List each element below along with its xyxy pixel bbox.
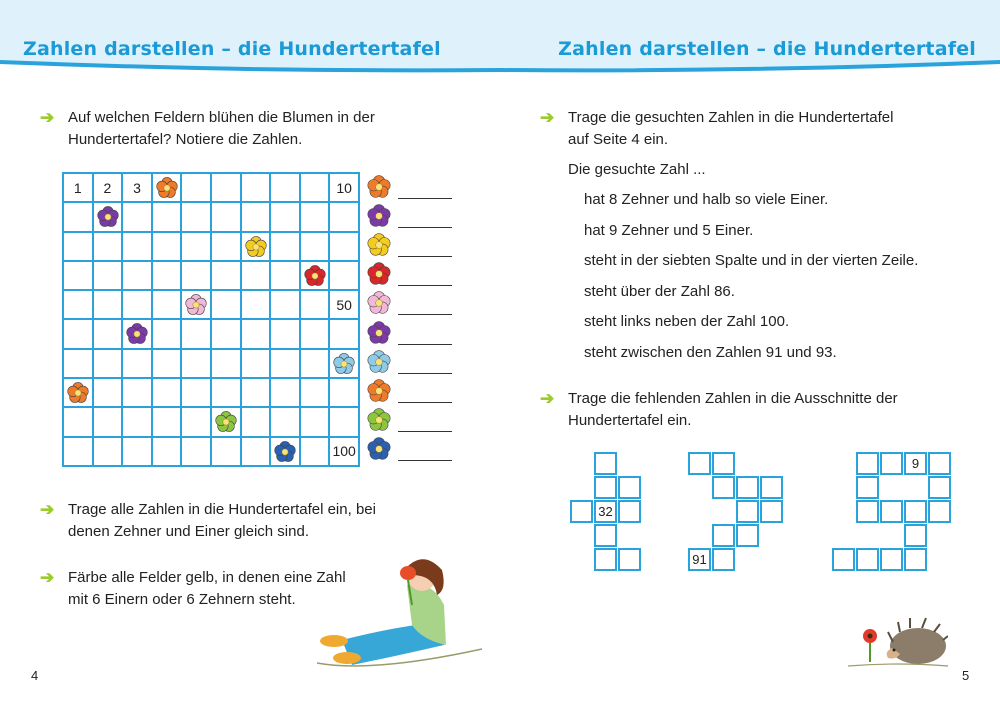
piece-cell[interactable] <box>712 524 735 547</box>
piece-cell[interactable] <box>712 548 735 571</box>
clue-item: steht links neben der Zahl 100. <box>584 313 790 330</box>
answer-line[interactable] <box>398 460 452 461</box>
clue-intro: Die gesuchte Zahl ... <box>568 161 706 178</box>
clue-item: steht über der Zahl 86. <box>584 282 735 300</box>
page-title-left: Zahlen darstellen – die Hundertertafel <box>23 38 441 60</box>
grid-cell <box>122 378 152 407</box>
flower-icon <box>366 320 392 351</box>
answer-line[interactable] <box>398 314 452 315</box>
grid-cell <box>181 173 211 202</box>
piece-cell[interactable] <box>618 500 641 523</box>
grid-cell <box>270 261 300 290</box>
page-header <box>0 0 1000 78</box>
grid-cell <box>63 378 93 407</box>
flower-icon <box>214 410 238 437</box>
piece-cell[interactable] <box>856 476 879 499</box>
flower-icon <box>366 261 392 292</box>
piece-cell[interactable] <box>594 452 617 475</box>
grid-cell <box>241 261 271 290</box>
grid-cell <box>122 407 152 436</box>
grid-cell <box>152 349 182 378</box>
grid-cell <box>211 261 241 290</box>
grid-cell <box>241 437 271 466</box>
grid-cell <box>300 437 330 466</box>
grid-cell <box>300 407 330 436</box>
grid-cell <box>211 378 241 407</box>
answer-line[interactable] <box>398 431 452 432</box>
clue-item: steht in der siebten Spalte und in der vierten Zeile. <box>584 252 919 269</box>
grid-cell <box>122 202 152 231</box>
grid-cell <box>211 407 241 436</box>
grid-cell: 3 <box>122 173 152 202</box>
grid-cell <box>93 202 123 231</box>
piece-cell[interactable] <box>856 548 879 571</box>
piece-cell[interactable] <box>736 476 759 499</box>
grid-cell <box>211 437 241 466</box>
grid-cell <box>152 319 182 348</box>
task-3-text: Färbe alle Felder gelb, in denen eine Zahl mit 6 Einern oder 6 Zehnern steht. <box>68 569 346 608</box>
page-number-right: 5 <box>962 668 970 683</box>
piece-cell[interactable] <box>928 452 951 475</box>
grid-cell <box>241 290 271 319</box>
grid-cell <box>122 232 152 261</box>
piece-cell[interactable] <box>736 500 759 523</box>
grid-cell <box>181 407 211 436</box>
piece-cell[interactable] <box>736 524 759 547</box>
grid-cell <box>300 261 330 290</box>
grid-cell <box>329 232 359 261</box>
grid-cell <box>211 173 241 202</box>
grid-cell <box>270 437 300 466</box>
grid-cell <box>63 290 93 319</box>
grid-cell: 10 <box>329 173 359 202</box>
grid-cell <box>181 232 211 261</box>
piece-cell[interactable] <box>618 548 641 571</box>
grid-cell <box>300 202 330 231</box>
grid-cell <box>329 202 359 231</box>
piece-cell[interactable] <box>712 476 735 499</box>
grid-cell <box>181 202 211 231</box>
grid-cell <box>270 378 300 407</box>
grid-cell <box>300 319 330 348</box>
flower-icon <box>366 232 392 263</box>
grid-cell <box>152 202 182 231</box>
task-2-text: Trage alle Zahlen in die Hundertertafel ein, bei denen Zehner und Einer gleich sind. <box>68 501 376 540</box>
piece-cell[interactable] <box>712 452 735 475</box>
grid-cell <box>270 202 300 231</box>
piece-cell[interactable] <box>880 452 903 475</box>
flower-icon <box>366 290 392 321</box>
flower-icon <box>184 293 208 320</box>
grid-cell: 1 <box>63 173 93 202</box>
grid-cell: 2 <box>93 173 123 202</box>
grid-cell <box>93 261 123 290</box>
answer-line[interactable] <box>398 402 452 403</box>
answer-line[interactable] <box>398 373 452 374</box>
piece-cell[interactable]: 9 <box>904 452 927 475</box>
grid-cell <box>270 232 300 261</box>
piece-cell[interactable] <box>832 548 855 571</box>
grid-cell <box>181 378 211 407</box>
grid-cell <box>329 407 359 436</box>
piece-cell[interactable] <box>856 452 879 475</box>
grid-cell <box>181 437 211 466</box>
grid-cell <box>122 437 152 466</box>
answer-line[interactable] <box>398 344 452 345</box>
flower-icon <box>332 352 356 379</box>
piece-cell[interactable] <box>688 452 711 475</box>
task-4-text: Trage die gesuchten Zahlen in die Hundertertafel auf Seite 4 ein. <box>568 109 894 148</box>
grid-cell <box>152 173 182 202</box>
flower-icon <box>66 381 90 408</box>
grid-cell <box>329 261 359 290</box>
grid-cell <box>63 232 93 261</box>
grid-cell: 50 <box>329 290 359 319</box>
grid-cell <box>241 173 271 202</box>
grid-cell <box>63 349 93 378</box>
grid-cell <box>241 407 271 436</box>
grid-cell <box>270 173 300 202</box>
grid-cell <box>329 378 359 407</box>
grid-cell <box>152 232 182 261</box>
piece-cell[interactable] <box>928 500 951 523</box>
grid-cell <box>270 319 300 348</box>
grid-cell <box>181 349 211 378</box>
clue-item: hat 9 Zehner und 5 Einer. <box>584 221 754 239</box>
grid-cell <box>93 319 123 348</box>
piece-cell[interactable] <box>904 548 927 571</box>
arrow-icon: ➔ <box>540 389 555 408</box>
grid-cell <box>63 261 93 290</box>
grid-cell <box>93 437 123 466</box>
grid-cell <box>152 261 182 290</box>
grid-cell <box>122 290 152 319</box>
flower-icon <box>366 378 392 409</box>
flower-icon <box>366 436 392 467</box>
piece-cell[interactable] <box>594 524 617 547</box>
grid-cell <box>181 290 211 319</box>
grid-cell <box>329 349 359 378</box>
piece-cell[interactable] <box>594 548 617 571</box>
grid-cell <box>152 407 182 436</box>
clue-item: steht zwischen den Zahlen 91 und 93. <box>584 343 837 361</box>
grid-cell <box>122 349 152 378</box>
flower-icon <box>366 349 392 380</box>
piece-cell[interactable] <box>856 500 879 523</box>
grid-cell <box>270 290 300 319</box>
grid-cell <box>270 407 300 436</box>
arrow-icon: ➔ <box>40 108 55 127</box>
flower-icon <box>273 440 297 467</box>
piece-cell[interactable] <box>760 476 783 499</box>
grid-cell <box>93 290 123 319</box>
grid-cell <box>300 349 330 378</box>
grid-cell <box>300 173 330 202</box>
grid-cell <box>241 349 271 378</box>
arrow-icon: ➔ <box>40 500 55 519</box>
grid-cell <box>241 378 271 407</box>
flower-icon <box>366 203 392 234</box>
piece-cell[interactable] <box>760 500 783 523</box>
grid-cell <box>211 319 241 348</box>
grid-cell <box>211 202 241 231</box>
piece-cell[interactable]: 91 <box>688 548 711 571</box>
grid-cell <box>93 378 123 407</box>
arrow-icon: ➔ <box>40 568 55 587</box>
grid-cell <box>93 349 123 378</box>
grid-cell <box>270 349 300 378</box>
flower-icon <box>125 322 149 349</box>
grid-cell <box>211 290 241 319</box>
piece-cell[interactable] <box>904 500 927 523</box>
grid-cell <box>63 437 93 466</box>
grid-cell <box>93 232 123 261</box>
grid-cell <box>63 202 93 231</box>
grid-cell <box>329 319 359 348</box>
grid-cell <box>152 290 182 319</box>
page-title-right: Zahlen darstellen – die Hundertertafel <box>558 38 976 60</box>
grid-cell <box>300 378 330 407</box>
grid-cell <box>300 290 330 319</box>
girl-illustration <box>312 545 492 675</box>
piece-cell[interactable]: 32 <box>594 500 617 523</box>
piece-cell[interactable] <box>594 476 617 499</box>
grid-cell <box>122 319 152 348</box>
answer-line[interactable] <box>398 285 452 286</box>
arrow-icon: ➔ <box>540 108 555 127</box>
grid-cell <box>241 202 271 231</box>
grid-cell <box>241 232 271 261</box>
grid-cell <box>122 261 152 290</box>
piece-cell[interactable] <box>928 476 951 499</box>
hundred-chart <box>62 172 360 467</box>
piece-cell[interactable] <box>904 524 927 547</box>
flower-icon <box>366 407 392 438</box>
flower-icon <box>155 176 179 203</box>
grid-cell <box>63 407 93 436</box>
flower-icon <box>96 205 120 232</box>
grid-cell <box>211 232 241 261</box>
grid-cell <box>63 319 93 348</box>
answer-line[interactable] <box>398 198 452 199</box>
clue-item: hat 8 Zehner und halb so viele Einer. <box>584 191 829 208</box>
grid-cell <box>300 232 330 261</box>
flower-icon <box>303 264 327 291</box>
grid-cell <box>211 349 241 378</box>
piece-cell[interactable] <box>570 500 593 523</box>
grid-cell <box>241 319 271 348</box>
answer-line[interactable] <box>398 227 452 228</box>
grid-cell <box>93 407 123 436</box>
task-1-text: Auf welchen Feldern blühen die Blumen in der Hundertertafel? Notiere die Zahlen. <box>68 109 375 148</box>
page-number-left: 4 <box>31 668 39 683</box>
flower-icon <box>366 174 392 205</box>
piece-cell[interactable] <box>618 476 641 499</box>
task-5-text: Trage die fehlenden Zahlen in die Ausschnitte der Hundertertafel ein. <box>568 390 898 429</box>
grid-cell <box>152 437 182 466</box>
grid-cell <box>181 319 211 348</box>
grid-cell <box>152 378 182 407</box>
hedgehog-illustration <box>848 612 948 672</box>
grid-cell <box>181 261 211 290</box>
grid-cell: 100 <box>329 437 359 466</box>
flower-icon <box>244 235 268 262</box>
piece-cell[interactable] <box>880 548 903 571</box>
piece-cell[interactable] <box>880 500 903 523</box>
answer-line[interactable] <box>398 256 452 257</box>
